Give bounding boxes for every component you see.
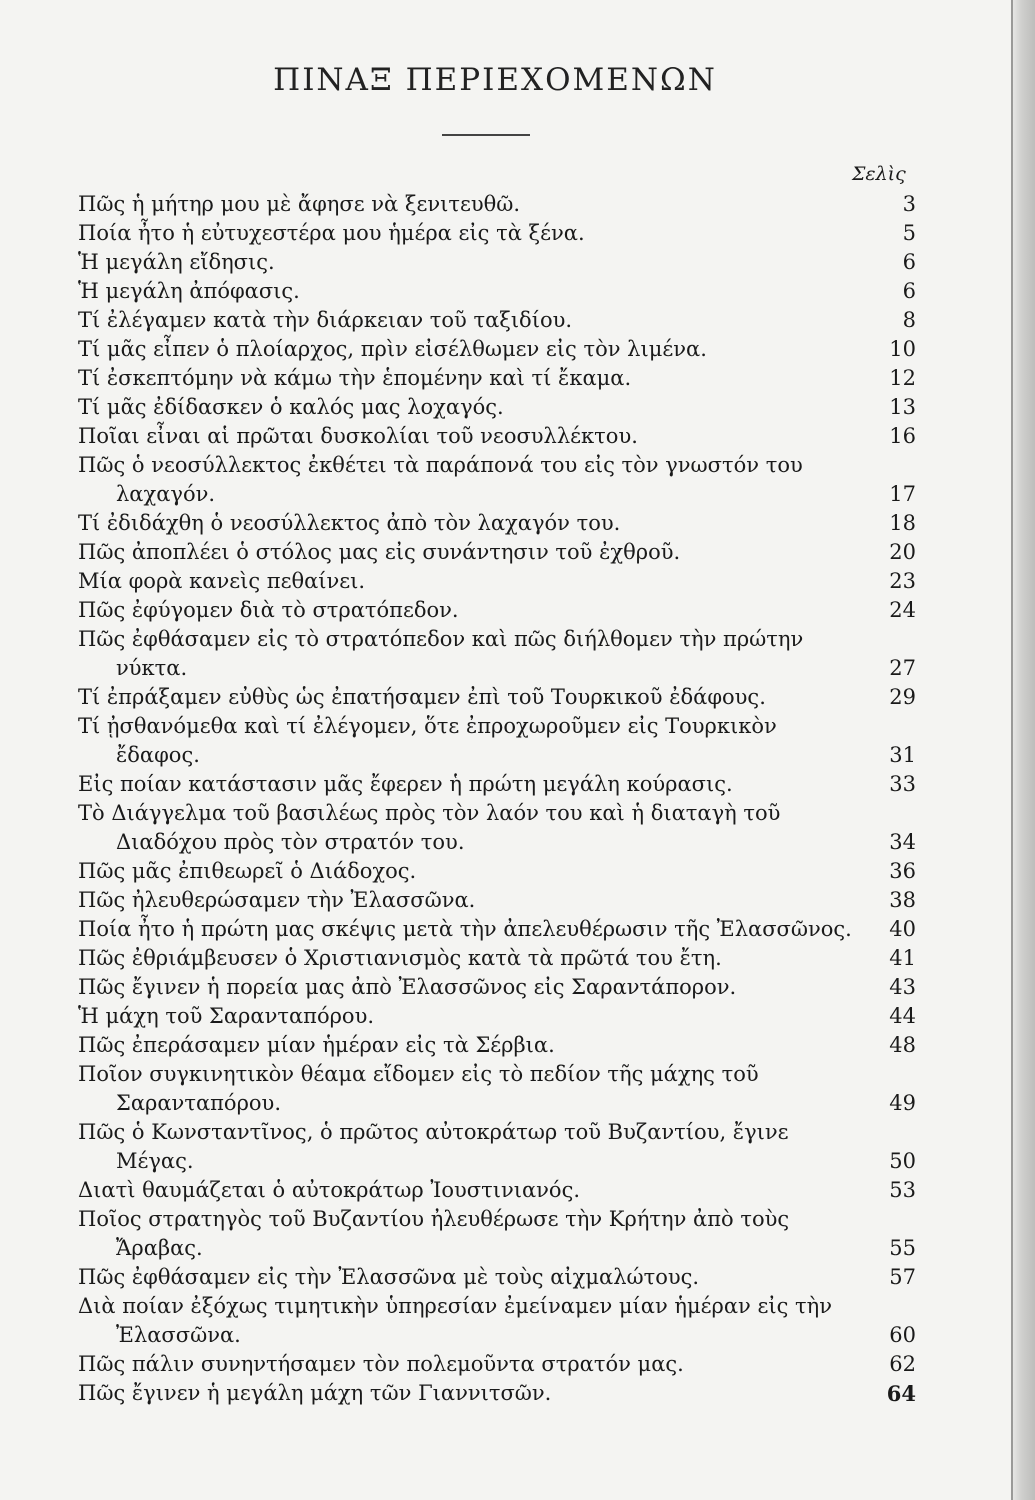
- toc-entry: [78, 973, 916, 1002]
- toc-entry: [78, 1002, 916, 1031]
- toc-entry: [78, 625, 916, 683]
- toc-entry: [78, 422, 916, 451]
- table-of-contents: [78, 190, 916, 1408]
- toc-entry: [78, 393, 916, 422]
- toc-entry-page: 49: [889, 1091, 916, 1115]
- toc-entry-page: 40: [889, 917, 916, 941]
- toc-entry-title: Ποῖον συγκινητικὸν θέαμα εἴδομεν εἰς τὸ πεδίον τῆς μάχης τοῦ Σαρανταπόρου.: [78, 1062, 759, 1115]
- toc-entry-title: Τὸ Διάγγελμα τοῦ βασιλέως πρὸς τὸν λαόν του καὶ ἡ διαταγὴ τοῦ Διαδόχου πρὸς τὸν στρατόν του.: [78, 801, 781, 854]
- toc-entry-title: Τί ἐπράξαμεν εὐθὺς ὡς ἐπατήσαμεν ἐπὶ τοῦ Τουρκικοῦ ἐδάφους.: [78, 685, 766, 709]
- toc-entry-page: 64: [886, 1381, 916, 1406]
- toc-entry-title: Πῶς ἀποπλέει ὁ στόλος μας εἰς συνάντησιν τοῦ ἐχθροῦ.: [78, 540, 681, 564]
- toc-entry-page: 34: [889, 830, 916, 854]
- toc-entry: [78, 1176, 916, 1205]
- toc-entry-title: Ποῖος στρατηγὸς τοῦ Βυζαντίου ἠλευθέρωσε τὴν Κρήτην ἀπὸ τοὺς Ἄραβας.: [78, 1207, 790, 1260]
- toc-entry: [78, 219, 916, 248]
- toc-entry-page: 8: [902, 308, 916, 332]
- toc-entry-title: Ἡ μεγάλη εἴδησις.: [78, 250, 275, 274]
- page-column-label: Σελὶς: [852, 163, 906, 185]
- toc-entry-page: 6: [902, 250, 916, 274]
- toc-entry-page: 48: [889, 1033, 916, 1057]
- toc-entry: [78, 248, 916, 277]
- toc-entry-page: 23: [889, 569, 916, 593]
- toc-entry-page: 53: [889, 1178, 916, 1202]
- toc-entry-title: Πῶς ἡ μήτηρ μου μὲ ἄφησε νὰ ξενιτευθῶ.: [78, 192, 521, 216]
- toc-entry-title: Πῶς ἔγινεν ἡ μεγάλη μάχη τῶν Γιαννιτσῶν.: [78, 1381, 552, 1405]
- toc-entry-page: 57: [889, 1265, 916, 1289]
- toc-entry-title: Πῶς ὁ νεοσύλλεκτος ἐκθέτει τὰ παράπονά του εἰς τὸν γνωστόν του λαχαγόν.: [78, 453, 803, 506]
- toc-entry-title: Ἡ μάχη τοῦ Σαρανταπόρου.: [78, 1004, 375, 1028]
- toc-entry-title: Τί ᾐσθανόμεθα καὶ τί ἐλέγομεν, ὅτε ἐπροχωροῦμεν εἰς Τουρκικὸν ἔδαφος.: [78, 714, 777, 767]
- toc-entry-page: 41: [889, 946, 916, 970]
- toc-entry-page: 44: [889, 1004, 916, 1028]
- toc-entry: [78, 1350, 916, 1379]
- toc-entry-page: 12: [889, 366, 916, 390]
- page-title: ΠΙΝΑΞ ΠΕΡΙΕΧΟΜΕΝΩΝ: [273, 62, 717, 98]
- toc-entry: [78, 509, 916, 538]
- toc-entry-page: 20: [889, 540, 916, 564]
- toc-entry: [78, 1205, 916, 1263]
- toc-entry: [78, 857, 916, 886]
- toc-entry-title: Τί μᾶς εἶπεν ὁ πλοίαρχος, πρὶν εἰσέλθωμεν εἰς τὸν λιμένα.: [78, 337, 707, 361]
- toc-entry-title: Τί μᾶς ἐδίδασκεν ὁ καλός μας λοχαγός.: [78, 395, 504, 419]
- toc-entry: [78, 277, 916, 306]
- toc-entry: [78, 712, 916, 770]
- toc-entry-title: Ποῖαι εἶναι αἱ πρῶται δυσκολίαι τοῦ νεοσυλλέκτου.: [78, 424, 638, 448]
- toc-entry: [78, 190, 916, 219]
- toc-entry-title: Ἡ μεγάλη ἀπόφασις.: [78, 279, 300, 303]
- page-edge: [1011, 0, 1035, 1500]
- toc-entry-page: 18: [889, 511, 916, 535]
- toc-entry-page: 36: [889, 859, 916, 883]
- toc-entry: [78, 1292, 916, 1350]
- toc-entry: [78, 915, 916, 944]
- toc-entry-title: Πῶς ἐφύγομεν διὰ τὸ στρατόπεδον.: [78, 598, 459, 622]
- toc-entry-page: 13: [889, 395, 916, 419]
- toc-entry-title: Τί ἐδιδάχθη ὁ νεοσύλλεκτος ἀπὸ τὸν λαχαγόν του.: [78, 511, 621, 535]
- toc-entry-title: Διὰ ποίαν ἐξόχως τιμητικὴν ὑπηρεσίαν ἐμείναμεν μίαν ἡμέραν εἰς τὴν Ἐλασσῶνα.: [78, 1294, 833, 1347]
- toc-entry-title: Πῶς ἠλευθερώσαμεν τὴν Ἐλασσῶνα.: [78, 888, 476, 912]
- toc-entry-title: Πῶς μᾶς ἐπιθεωρεῖ ὁ Διάδοχος.: [78, 859, 417, 883]
- toc-entry-title: Τί ἐλέγαμεν κατὰ τὴν διάρκειαν τοῦ ταξιδίου.: [78, 308, 573, 332]
- toc-entry-page: 17: [889, 482, 916, 506]
- toc-entry-page: 31: [889, 743, 916, 767]
- toc-entry-title: Ποία ἦτο ἡ εὐτυχεστέρα μου ἡμέρα εἰς τὰ ξένα.: [78, 221, 585, 245]
- toc-entry-page: 55: [889, 1236, 916, 1260]
- toc-entry: [78, 1379, 916, 1408]
- toc-entry: [78, 1031, 916, 1060]
- toc-entry-title: Διατὶ θαυμάζεται ὁ αὐτοκράτωρ Ἰουστινιανός.: [78, 1178, 581, 1202]
- toc-entry: [78, 944, 916, 973]
- toc-entry-page: 5: [902, 221, 916, 245]
- toc-entry: [78, 596, 916, 625]
- toc-entry-title: Ποία ἦτο ἡ πρώτη μας σκέψις μετὰ τὴν ἀπελευθέρωσιν τῆς Ἐλασσῶνος.: [78, 917, 852, 941]
- toc-entry-page: 10: [889, 337, 916, 361]
- toc-entry-title: Πῶς ἐπεράσαμεν μίαν ἡμέραν εἰς τὰ Σέρβια.: [78, 1033, 555, 1057]
- toc-entry-page: 50: [889, 1149, 916, 1173]
- toc-entry-title: Μία φορὰ κανεὶς πεθαίνει.: [78, 569, 366, 593]
- toc-entry: [78, 683, 916, 712]
- toc-entry-page: 33: [889, 772, 916, 796]
- toc-entry-title: Τί ἐσκεπτόμην νὰ κάμω τὴν ἑπομένην καὶ τί ἔκαμα.: [78, 366, 632, 390]
- toc-entry: [78, 799, 916, 857]
- toc-entry: [78, 567, 916, 596]
- toc-entry-title: Πῶς ἐφθάσαμεν εἰς τὸ στρατόπεδον καὶ πῶς διήλθομεν τὴν πρώτην νύκτα.: [78, 627, 804, 680]
- toc-entry: [78, 1263, 916, 1292]
- toc-entry: [78, 306, 916, 335]
- toc-entry: [78, 770, 916, 799]
- toc-entry-page: 3: [902, 192, 916, 216]
- toc-entry-title: Πῶς πάλιν συνηντήσαμεν τὸν πολεμοῦντα στρατόν μας.: [78, 1352, 684, 1376]
- toc-entry-title: Εἰς ποίαν κατάστασιν μᾶς ἔφερεν ἡ πρώτη μεγάλη κούρασις.: [78, 772, 733, 796]
- toc-entry: [78, 364, 916, 393]
- toc-entry-page: 43: [889, 975, 916, 999]
- toc-entry: [78, 886, 916, 915]
- toc-entry-page: 6: [902, 279, 916, 303]
- toc-entry-page: 62: [889, 1352, 916, 1376]
- toc-entry-page: 27: [889, 656, 916, 680]
- toc-entry-page: 29: [889, 685, 916, 709]
- toc-entry: [78, 1060, 916, 1118]
- toc-entry-title: Πῶς ἐφθάσαμεν εἰς τὴν Ἐλασσῶνα μὲ τοὺς αἰχμαλώτους.: [78, 1265, 700, 1289]
- toc-entry-title: Πῶς ὁ Κωνσταντῖνος, ὁ πρῶτος αὐτοκράτωρ τοῦ Βυζαντίου, ἔγινε Μέγας.: [78, 1120, 789, 1173]
- toc-entry: [78, 1118, 916, 1176]
- toc-entry: [78, 538, 916, 567]
- title-divider: [442, 134, 530, 136]
- toc-entry: [78, 335, 916, 364]
- toc-entry-title: Πῶς ἐθριάμβευσεν ὁ Χριστιανισμὸς κατὰ τὰ πρῶτά του ἔτη.: [78, 946, 722, 970]
- toc-entry-page: 16: [889, 424, 916, 448]
- toc-entry-title: Πῶς ἔγινεν ἡ πορεία μας ἀπὸ Ἐλασσῶνος εἰς Σαραντάπορον.: [78, 975, 737, 999]
- toc-entry-page: 38: [889, 888, 916, 912]
- toc-entry: [78, 451, 916, 509]
- toc-entry-page: 60: [889, 1323, 916, 1347]
- toc-entry-page: 24: [889, 598, 916, 622]
